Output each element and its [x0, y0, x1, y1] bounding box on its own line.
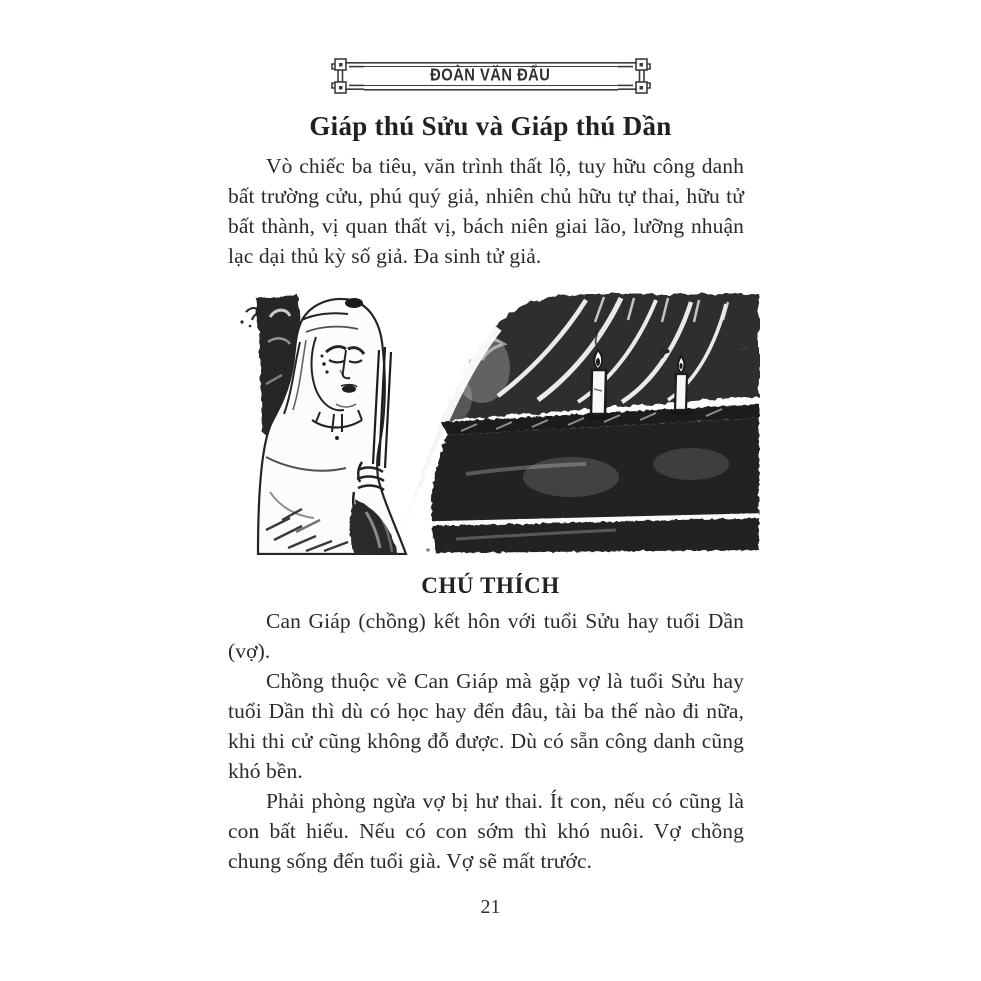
banner-rule-band	[364, 56, 618, 96]
note-paragraph: Can Giáp (chồng) kết hôn với tuổi Sửu hay tuổi Dần (vợ).	[228, 609, 744, 663]
banner-author-name: ĐOÀN VĂN ĐẨU	[430, 65, 551, 85]
intro-paragraph: Vò chiếc ba tiêu, văn trình thất lộ, tuy hữu công danh bất trường cửu, phú quý giả, nhiên chủ hữu tự thai, hữu tử bất thành, vị quan thất vị, bách niên giai lão, lưỡng nhuận lạc dại thủ kỳ số giả. Đa sinh tử giả.	[228, 154, 744, 268]
woodcut-illustration	[236, 292, 760, 555]
page-number: 21	[480, 896, 501, 918]
greek-key-ornament-right-icon	[618, 56, 652, 96]
note-paragraph: Phải phòng ngừa vợ bị hư thai. Ít con, nếu có cũng là con bất hiếu. Nếu có con sớm thì khó nuôi. Vợ chồng chung sống đến tuổi già. Vợ sẽ mất trước.	[228, 789, 744, 873]
author-banner	[330, 56, 652, 96]
chapter-title: Giáp thú Sửu và Giáp thú Dần	[309, 111, 672, 141]
greek-key-ornament-left-icon	[330, 56, 364, 96]
notes-heading: CHÚ THÍCH	[421, 573, 560, 598]
note-paragraph: Chồng thuộc về Can Giáp mà gặp vợ là tuổi Sửu hay tuổi Dần thì dù có học hay đến đâu, tài ba thế nào đi nữa, khi thi cử cũng không đỗ được. Dù có sẵn công danh cũng khó bền.	[228, 669, 744, 783]
notes-block	[228, 606, 744, 876]
intro-paragraph-block	[228, 151, 744, 271]
